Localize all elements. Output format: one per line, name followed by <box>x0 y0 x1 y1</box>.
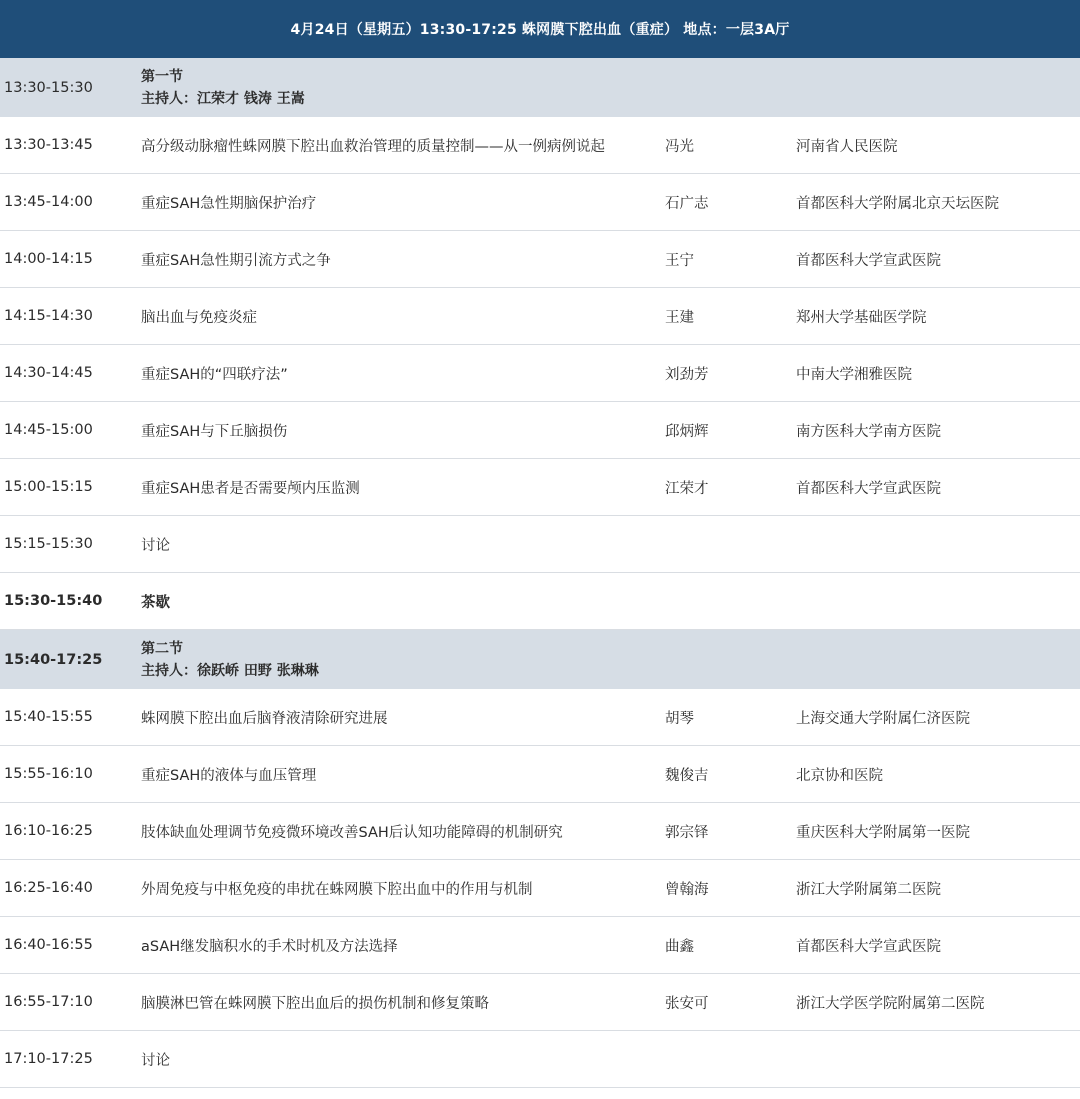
row-time: 15:00-15:15 <box>4 479 93 495</box>
break-time: 15:30-15:40 <box>4 593 103 609</box>
row-time: 13:45-14:00 <box>4 194 93 210</box>
row-organization: 浙江大学医学院附属第二医院 <box>796 995 985 1012</box>
row-time: 14:30-14:45 <box>4 365 93 381</box>
row-organization: 浙江大学附属第二医院 <box>796 881 941 898</box>
row-title: 高分级动脉瘤性蛛网膜下腔出血救治管理的质量控制——从一例病例说起 <box>141 138 605 155</box>
schedule-header <box>0 0 1080 58</box>
table-row <box>0 459 1080 516</box>
table-row <box>0 1031 1080 1088</box>
table-row <box>0 231 1080 288</box>
row-speaker: 石广志 <box>665 195 709 212</box>
table-row <box>0 974 1080 1031</box>
table-row <box>0 345 1080 402</box>
row-title: 重症SAH的液体与血压管理 <box>141 767 317 784</box>
row-title: 重症SAH急性期引流方式之争 <box>141 252 331 269</box>
row-speaker: 刘劲芳 <box>665 366 709 383</box>
table-row <box>0 117 1080 174</box>
table-row <box>0 174 1080 231</box>
row-speaker: 邱炳辉 <box>665 423 709 440</box>
section-name: 第二节 <box>141 640 183 657</box>
row-organization: 上海交通大学附属仁济医院 <box>796 710 970 727</box>
row-organization: 南方医科大学南方医院 <box>796 423 941 440</box>
row-title: 脑出血与免疫炎症 <box>141 309 257 326</box>
section-hosts: 主持人：徐跃峤 田野 张琳琳 <box>141 662 319 679</box>
row-time: 14:45-15:00 <box>4 422 93 438</box>
row-title: 重症SAH患者是否需要颅内压监测 <box>141 480 360 497</box>
table-row <box>0 746 1080 803</box>
row-speaker: 王建 <box>665 309 694 326</box>
row-title: 重症SAH的“四联疗法” <box>141 366 288 383</box>
row-title: 重症SAH急性期脑保护治疗 <box>141 195 317 212</box>
row-title: 蛛网膜下腔出血后脑脊液清除研究进展 <box>141 710 388 727</box>
row-speaker: 江荣才 <box>665 480 709 497</box>
row-organization: 河南省人民医院 <box>796 138 898 155</box>
row-time: 14:15-14:30 <box>4 308 93 324</box>
row-organization: 北京协和医院 <box>796 767 883 784</box>
section-info <box>141 66 305 110</box>
row-speaker: 魏俊吉 <box>665 767 709 784</box>
row-speaker: 张安可 <box>665 995 709 1012</box>
row-title: 外周免疫与中枢免疫的串扰在蛛网膜下腔出血中的作用与机制 <box>141 881 533 898</box>
break-title: 茶歇 <box>141 594 170 611</box>
row-title: 肢体缺血处理调节免疫微环境改善SAH后认知功能障碍的机制研究 <box>141 824 563 841</box>
table-row <box>0 803 1080 860</box>
row-time: 16:10-16:25 <box>4 823 93 839</box>
row-time: 14:00-14:15 <box>4 251 93 267</box>
table-row <box>0 516 1080 573</box>
row-organization: 首都医科大学宣武医院 <box>796 938 941 955</box>
row-title: 讨论 <box>141 1052 170 1069</box>
row-organization: 首都医科大学附属北京天坛医院 <box>796 195 999 212</box>
row-speaker: 冯光 <box>665 138 694 155</box>
row-time: 15:15-15:30 <box>4 536 93 552</box>
row-time: 16:25-16:40 <box>4 880 93 896</box>
schedule-title: 4月24日（星期五）13:30-17:25 蛛网膜下腔出血（重症） 地点：一层3A厅 <box>290 22 790 38</box>
row-time: 13:30-13:45 <box>4 137 93 153</box>
row-title: 讨论 <box>141 537 170 554</box>
section-info <box>141 638 319 682</box>
table-row <box>0 860 1080 917</box>
row-speaker: 郭宗铎 <box>665 824 709 841</box>
row-time: 15:55-16:10 <box>4 766 93 782</box>
row-time: 16:55-17:10 <box>4 994 93 1010</box>
table-row <box>0 917 1080 974</box>
row-speaker: 胡琴 <box>665 710 694 727</box>
section-time: 13:30-15:30 <box>4 79 93 96</box>
row-speaker: 曲鑫 <box>665 938 694 955</box>
break-row <box>0 573 1080 630</box>
row-organization: 首都医科大学宣武医院 <box>796 252 941 269</box>
row-speaker: 王宁 <box>665 252 694 269</box>
row-title: 脑膜淋巴管在蛛网膜下腔出血后的损伤机制和修复策略 <box>141 995 489 1012</box>
row-organization: 首都医科大学宣武医院 <box>796 480 941 497</box>
table-row <box>0 288 1080 345</box>
row-title: aSAH继发脑积水的手术时机及方法选择 <box>141 938 398 955</box>
row-title: 重症SAH与下丘脑损伤 <box>141 423 288 440</box>
section-hosts: 主持人：江荣才 钱涛 王嵩 <box>141 90 305 107</box>
row-time: 16:40-16:55 <box>4 937 93 953</box>
row-time: 15:40-15:55 <box>4 709 93 725</box>
row-organization: 中南大学湘雅医院 <box>796 366 912 383</box>
table-row <box>0 402 1080 459</box>
row-time: 17:10-17:25 <box>4 1051 93 1067</box>
section-row-1 <box>0 58 1080 117</box>
section-time: 15:40-17:25 <box>4 651 103 668</box>
section-name: 第一节 <box>141 68 183 85</box>
table-row <box>0 689 1080 746</box>
row-organization: 郑州大学基础医学院 <box>796 309 927 326</box>
section-row-2 <box>0 630 1080 689</box>
row-speaker: 曾翰海 <box>665 881 709 898</box>
row-organization: 重庆医科大学附属第一医院 <box>796 824 970 841</box>
